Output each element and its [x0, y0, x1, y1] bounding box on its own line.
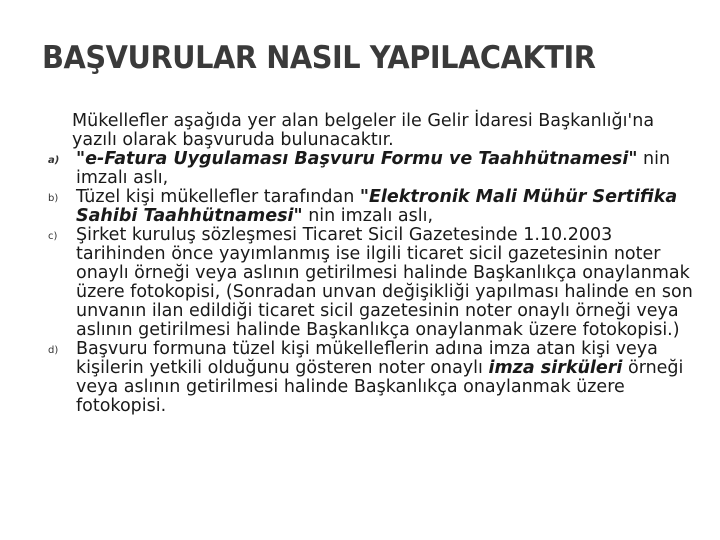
signature-circular: imza sirküleri: [488, 358, 623, 378]
item-text: örneği veya aslının getirilmesi halinde Başkanlıkça onaylanmak üzere fotokopisi.: [76, 358, 684, 416]
item-text: Tüzel kişi mükellefler tarafından: [76, 187, 360, 207]
list-item-b: [48, 187, 696, 226]
list-item-c: [48, 225, 696, 340]
document-body: [48, 111, 696, 416]
intro-paragraph: Mükellefler aşağıda yer alan belgeler ile Gelir İdaresi Başkanlığı'na yazılı olarak başvuruda bulunacaktır.: [72, 111, 655, 150]
list-marker: a): [48, 155, 60, 166]
page-title: BAŞVURULAR NASIL YAPILACAKTIR: [42, 40, 596, 76]
form-name: "Elektronik Mali Mühür Sertifika Sahibi Taahhütnamesi": [76, 187, 678, 226]
list-marker: c): [48, 231, 58, 242]
item-text: nin imzalı aslı,: [302, 206, 434, 226]
list-item-a: [48, 149, 696, 188]
list-marker: d): [48, 345, 59, 356]
item-text: Başvuru formuna tüzel kişi mükelleflerin adına imza atan kişi veya kişilerin yetkili olduğunu gösteren noter onaylı: [76, 339, 658, 378]
item-text: Şirket kuruluş sözleşmesi Ticaret Sicil Gazetesinde 1.10.2003 tarihinden önce yayımlanmış ise ilgili ticaret sicil gazetesinin noter onaylı örneği veya aslının getirilmesi halinde Başkanlıkça onaylanmak üzere fotokopisi, (Sonradan unvan değişikliği yapılması halinde en son unvanın ilan edildiği ticaret sicil gazetesinin noter onaylı örneği veya aslının getirilmesi halinde Başkanlıkça onaylanmak üzere fotokopisi.): [76, 225, 693, 340]
item-text: nin imzalı aslı,: [76, 149, 671, 188]
list-item-d: [48, 339, 696, 416]
list-marker: b): [48, 193, 59, 204]
form-name: "e-Fatura Uygulaması Başvuru Formu ve Taahhütnamesi": [76, 149, 638, 169]
